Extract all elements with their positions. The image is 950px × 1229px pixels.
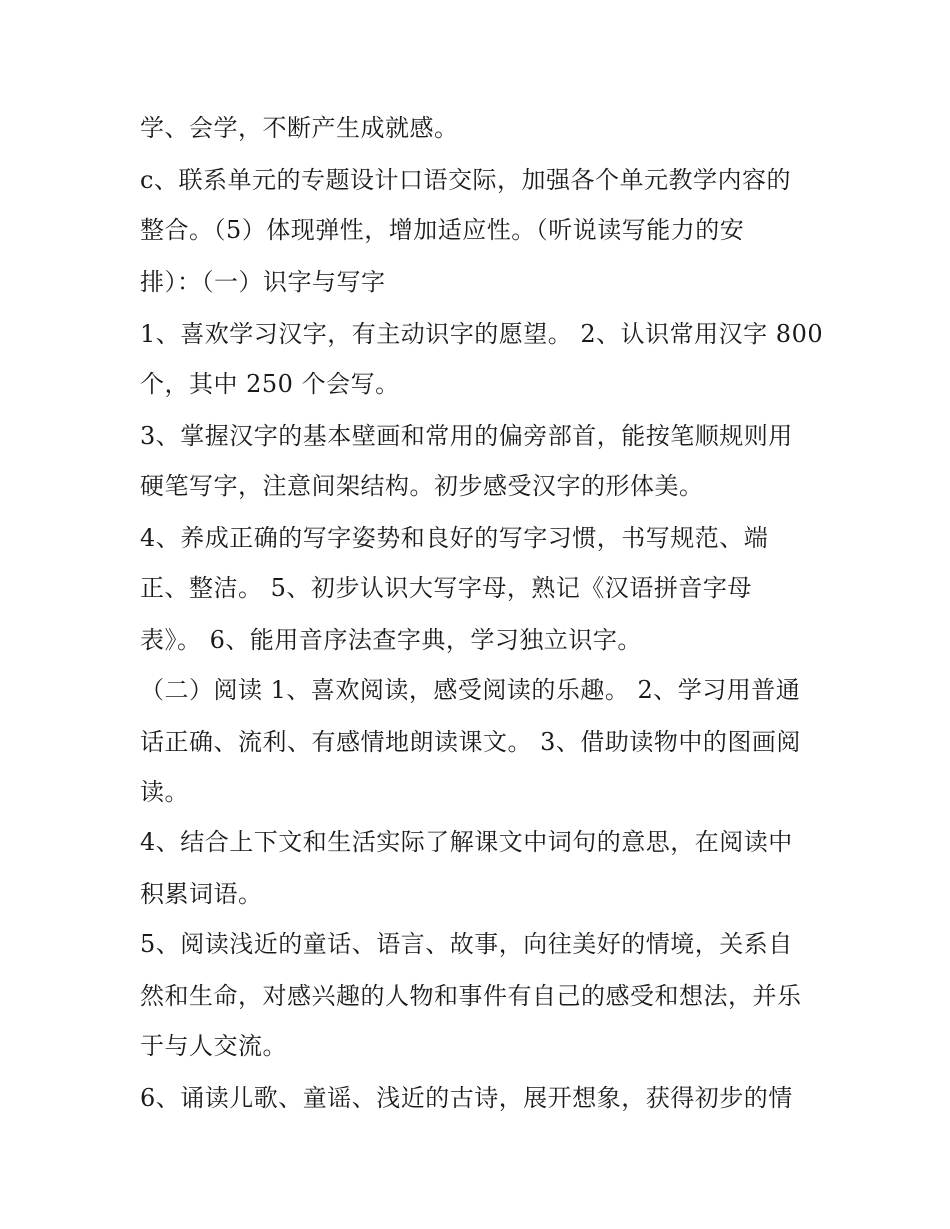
text-line: 4、结合上下文和生活实际了解课文中词句的意思，在阅读中 <box>140 828 793 856</box>
text-line: 3、掌握汉字的基本壁画和常用的偏旁部首，能按笔顺规则用 <box>140 422 793 450</box>
text-line: 于与人交流。 <box>140 1032 287 1060</box>
text-line: 整合。（5）体现弹性，增加适应性。（听说读写能力的安 <box>140 216 745 244</box>
text-line: 然和生命，对感兴趣的人物和事件有自己的感受和想法，并乐 <box>140 982 802 1010</box>
text-line: 表》。 6、能用音序法查字典，学习独立识字。 <box>140 626 642 654</box>
text-line: 5、阅读浅近的童话、语言、故事，向往美好的情境，关系自 <box>140 930 793 958</box>
text-line: 1、喜欢学习汉字，有主动识字的愿望。 2、认识常用汉字 800 <box>140 320 824 348</box>
text-line: 话正确、流利、有感情地朗读课文。 3、借助读物中的图画阅 <box>140 728 801 756</box>
text-line: 硬笔写字，注意间架结构。初步感受汉字的形体美。 <box>140 472 704 500</box>
text-line: 个，其中 250 个会写。 <box>140 370 400 398</box>
text-line: 排）：（一）识字与写字 <box>140 268 386 296</box>
text-line: 4、养成正确的写字姿势和良好的写字习惯，书写规范、端 <box>140 524 769 552</box>
text-line: c、联系单元的专题设计口语交际，加强各个单元教学内容的 <box>140 166 791 194</box>
text-line: 学、会学，不断产生成就感。 <box>140 114 459 142</box>
text-line: 积累词语。 <box>140 880 263 908</box>
text-line: （二）阅读 1、喜欢阅读，感受阅读的乐趣。 2、学习用普通 <box>140 676 801 704</box>
text-line: 6、诵读儿歌、童谣、浅近的古诗，展开想象，获得初步的情 <box>140 1084 793 1112</box>
text-line: 正、整洁。 5、初步认识大写字母，熟记《汉语拼音字母 <box>140 574 752 602</box>
text-line: 读。 <box>140 778 189 806</box>
